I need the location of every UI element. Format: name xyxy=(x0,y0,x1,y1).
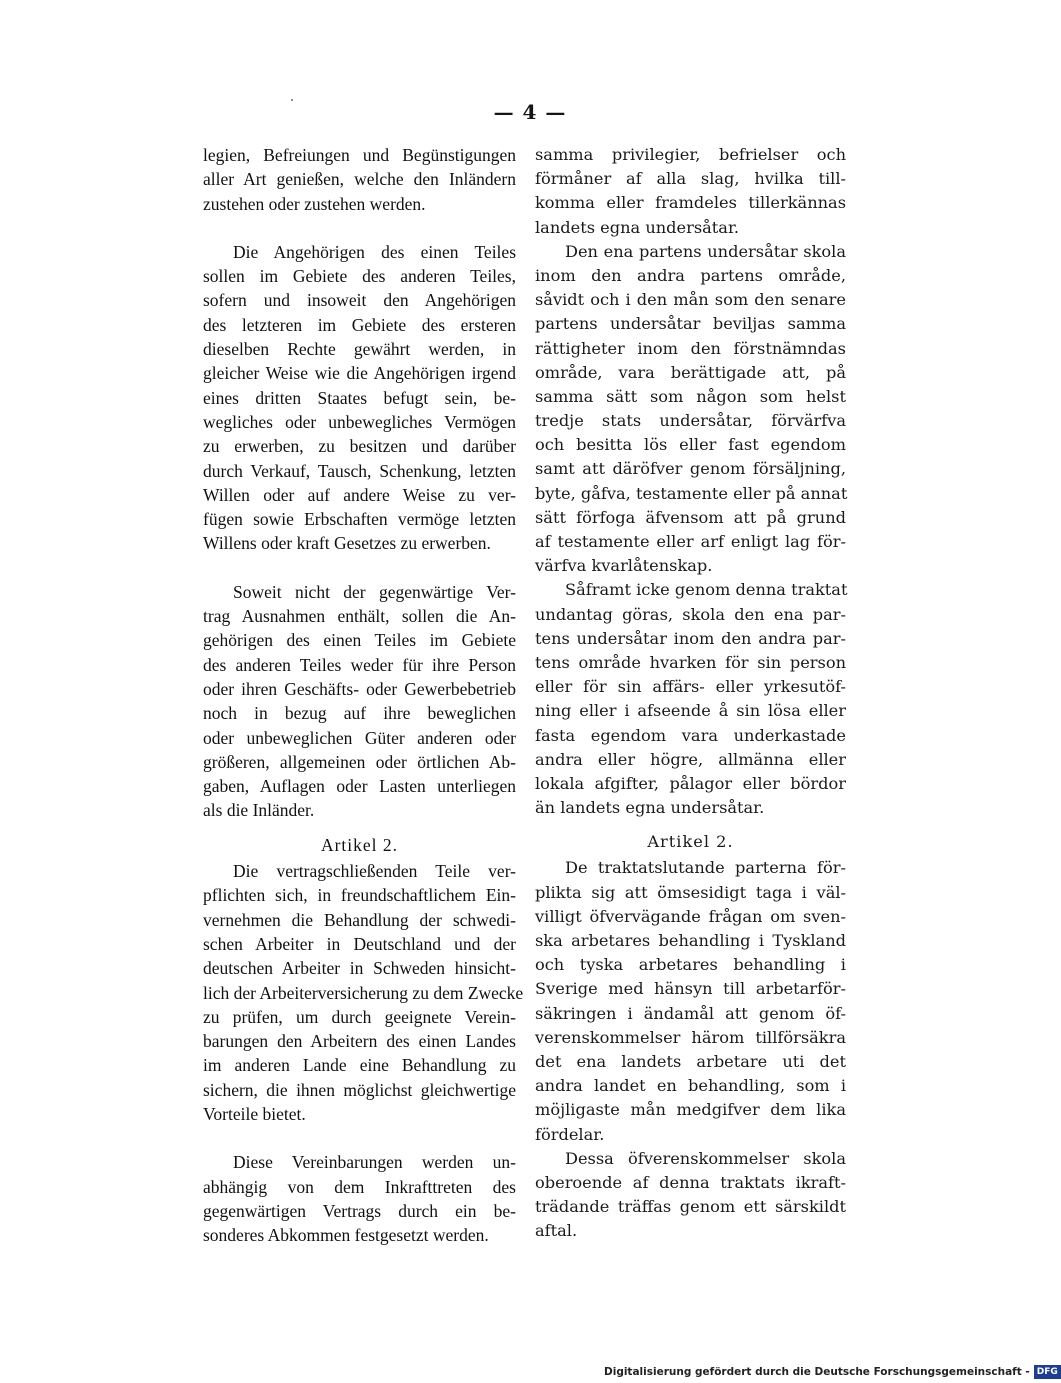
text-line: tens område hvarken för sin person xyxy=(535,652,846,672)
text-line: ska arbetares behandling i Tyskland xyxy=(535,931,846,950)
text-line: samt att däröfver genom försäljning, xyxy=(535,459,846,479)
text-line: De traktatslutande parterna för- xyxy=(565,858,846,878)
text-line: värfva kvarlåtenskap. xyxy=(535,556,713,576)
text-line: än landets egna undersåtar. xyxy=(535,798,765,818)
german-paragraph-4 xyxy=(203,859,524,1126)
text-line: plikta sig att ömsesidigt taga i väl- xyxy=(535,882,846,902)
text-line: sonderes Abkommen festgesetzt werden. xyxy=(203,1225,489,1246)
text-line: gegenwärtigen Vertrags durch ein be- xyxy=(203,1200,516,1221)
text-line: eines dritten Staates befugt sein, be- xyxy=(203,387,516,408)
german-paragraph-5 xyxy=(203,1150,516,1247)
text-line: vernehmen die Behandlung der schwedi- xyxy=(203,909,516,930)
german-paragraph-3 xyxy=(203,580,516,823)
text-line: Die vertragschließenden Teile ver- xyxy=(233,861,516,882)
digitization-footer xyxy=(604,1364,1061,1380)
text-line: gaben, Auflagen oder Lasten unterliegen xyxy=(203,776,516,797)
text-line: och besitta lös eller fast egendom xyxy=(535,435,846,455)
text-line: tredje stats undersåtar, förvärfva xyxy=(535,411,846,431)
text-line: fördelar. xyxy=(535,1124,605,1144)
text-line: landets egna undersåtar. xyxy=(535,217,740,237)
text-line: eller för sin affärs- eller yrkesutöf- xyxy=(535,677,846,697)
text-line: zu prüfen, um durch geeignete Verein- xyxy=(203,1006,516,1027)
text-line: säkringen i ändamål att genom öf- xyxy=(535,1003,846,1023)
text-line: oder ihren Geschäfts- oder Gewerbebetrieb xyxy=(203,678,516,699)
text-line: partens undersåtar beviljas samma xyxy=(535,314,846,334)
text-line: Die Angehörigen des einen Teiles xyxy=(233,241,516,262)
text-line: aftal. xyxy=(535,1221,578,1241)
text-line: gleicher Weise wie die Angehörigen irgend xyxy=(203,363,516,384)
text-line: legien, Befreiungen und Begünstigungen xyxy=(203,145,516,165)
text-line: byte, gåfva, testamente eller på annat xyxy=(535,483,848,503)
text-line: wegliches oder unbewegliches Vermögen xyxy=(203,411,516,432)
swedish-paragraph-1 xyxy=(535,143,846,240)
text-line: Dessa öfverenskommelser skola xyxy=(565,1148,846,1168)
text-line: ning eller i afseende å sin lösa eller xyxy=(535,701,846,721)
text-line: och tyska arbetares behandling i xyxy=(535,955,846,975)
swedish-paragraph-2 xyxy=(535,240,846,579)
text-line: des anderen Teiles weder für ihre Person xyxy=(203,654,516,675)
text-line: af testamente eller arf enligt lag för- xyxy=(535,532,846,551)
text-line: förmåner af alla slag, hvilka till- xyxy=(535,169,846,189)
german-column xyxy=(203,143,524,1247)
text-line: sätt förfoga äfvensom att på grund xyxy=(535,507,846,527)
text-line: Vorteile bietet. xyxy=(203,1103,306,1124)
german-paragraph-1 xyxy=(203,143,516,216)
text-line: noch in bezug auf ihre beweglichen xyxy=(203,703,516,724)
text-line: aller Art genießen, welche den Inländern xyxy=(203,169,516,190)
text-line: Willens oder kraft Gesetzes zu erwerben. xyxy=(203,533,491,554)
text-line: andra eller högre, allmänna eller xyxy=(535,749,846,769)
text-line: rättigheter inom den förstnämndas xyxy=(535,338,846,358)
text-line: trag Ausnahmen enthält, sollen die An- xyxy=(203,606,516,627)
swedish-paragraph-5 xyxy=(535,1147,846,1244)
text-line: schen Arbeiter in Deutschland und der xyxy=(203,933,516,954)
text-line: Willen oder auf andere Weise zu ver- xyxy=(203,484,516,505)
swedish-article-heading: Artikel 2. xyxy=(647,832,734,852)
text-line: zu erwerben, zu besitzen und darüber xyxy=(203,436,516,457)
text-line: samma sätt som någon som helst xyxy=(535,386,846,406)
text-line: barungen den Arbeitern des einen Landes xyxy=(203,1031,516,1052)
text-line: dieselben Rechte gewährt werden, in xyxy=(203,339,516,360)
text-line: sichern, die ihnen möglichst gleichwertige xyxy=(203,1079,516,1100)
text-line: sofern und insoweit den Angehörigen xyxy=(203,290,516,311)
text-line: villigt öfvervägande frågan om sven- xyxy=(535,906,846,926)
text-line: abhängig von dem Inkrafttreten des xyxy=(203,1176,516,1197)
text-line: im anderen Lande eine Behandlung zu xyxy=(203,1055,516,1076)
swedish-paragraph-3 xyxy=(535,578,846,820)
text-line: des letzteren im Gebiete des ersteren xyxy=(203,314,516,335)
text-line: fügen sowie Erbschaften vermöge letzten xyxy=(203,509,516,530)
text-line: andra landet en behandling, som i xyxy=(535,1076,846,1096)
footer-credit-text: Digitalisierung gefördert durch die Deutsche Forschungsgemeinschaft - xyxy=(604,1366,1030,1378)
text-line: größeren, allgemeinen oder örtlichen Ab- xyxy=(203,751,516,772)
text-line: fasta egendom vara underkastade xyxy=(535,725,846,745)
text-line: inom den andra partens område, xyxy=(535,265,846,285)
text-line: lich der Arbeiterversicherung zu dem Zwecke xyxy=(203,982,524,1003)
print-speck xyxy=(291,99,293,101)
text-line: Såframt icke genom denna traktat xyxy=(565,580,848,600)
text-line: durch Verkauf, Tausch, Schenkung, letzten xyxy=(203,460,516,481)
text-line: deutschen Arbeiter in Schweden hinsicht- xyxy=(203,958,516,979)
text-line: område, vara berättigade att, på xyxy=(535,362,846,382)
german-article-heading: Artikel 2. xyxy=(320,834,399,855)
text-line: det ena landets arbetare uti det xyxy=(535,1051,846,1071)
text-line: såvidt och i den mån som den senare xyxy=(535,290,846,310)
swedish-column xyxy=(535,143,846,1243)
text-line: sollen im Gebiete des anderen Teiles, xyxy=(203,266,516,287)
text-line: Sverige med hänsyn till arbetarför- xyxy=(535,979,846,999)
text-line: oder unbeweglichen Güter anderen oder xyxy=(203,727,516,748)
text-line: pflichten sich, in freundschaftlichem Ein- xyxy=(203,885,516,906)
text-line: Den ena partens undersåtar skola xyxy=(565,241,846,261)
text-line: tens undersåtar inom den andra par- xyxy=(535,628,846,648)
text-line: komma eller framdeles tillerkännas xyxy=(535,193,846,213)
text-line: zustehen oder zustehen werden. xyxy=(203,193,426,214)
text-line: Diese Vereinbarungen werden un- xyxy=(233,1152,516,1173)
text-line: undantag göras, skola den ena par- xyxy=(535,604,846,624)
german-paragraph-2 xyxy=(203,240,516,556)
text-line: als die Inländer. xyxy=(203,800,315,821)
text-line: verenskommelser härom tillförsäkra xyxy=(535,1027,846,1047)
text-line: lokala afgifter, pålagor eller bördor xyxy=(535,773,846,793)
page-number: — 4 — xyxy=(493,100,567,124)
dfg-logo: DFG xyxy=(1034,1365,1061,1379)
text-line: samma privilegier, befrielser och xyxy=(535,145,846,164)
swedish-paragraph-4 xyxy=(535,856,846,1146)
text-line: oberoende af denna traktats ikraft- xyxy=(535,1172,846,1192)
text-line: möjligaste mån medgifver dem lika xyxy=(535,1100,846,1120)
text-line: trädande träffas genom ett särskildt xyxy=(535,1197,846,1217)
text-line: Soweit nicht der gegenwärtige Ver- xyxy=(233,581,516,602)
text-line: gehörigen des einen Teiles im Gebiete xyxy=(203,630,516,651)
